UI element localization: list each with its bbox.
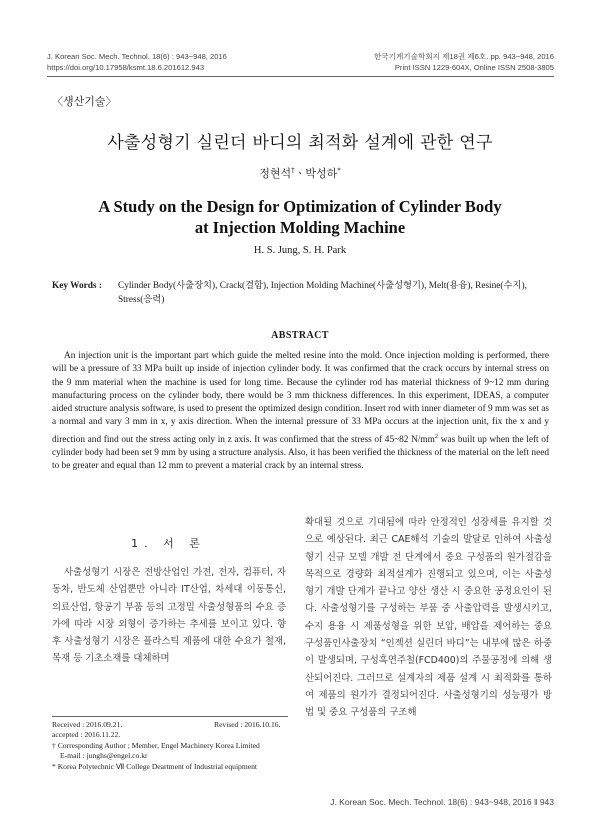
journal-header-left xyxy=(47,52,227,73)
header-divider xyxy=(47,76,554,77)
corresponding-mark: † xyxy=(291,166,295,175)
journal-citation-en: J. Korean Soc. Mech. Technol. 18(6) : 943~948, 2016 xyxy=(47,52,227,61)
title-en-line-2: at Injection Molding Machine xyxy=(194,218,406,237)
footnote-divider xyxy=(52,716,288,717)
abstract-heading: ABSTRACT xyxy=(271,330,329,341)
paper-title-english xyxy=(60,196,540,238)
abstract-body xyxy=(52,350,549,474)
author-2-name: 박성하 xyxy=(305,167,338,180)
title-en-line-1: A Study on the Design for Optimization of Cylinder Body xyxy=(98,197,502,216)
section-1-title: 1. 서 론 xyxy=(131,537,206,550)
keywords-label: Key Words : xyxy=(52,281,102,291)
paper-title-korean: 사출성형기 실린더 바디의 최적화 설계에 관한 연구 xyxy=(107,133,493,153)
received-date: Received : 2016.09.21. xyxy=(52,720,123,729)
affiliation-note: * Korea Polytechnic Ⅶ College Deartment of Industrial equipment xyxy=(52,762,258,771)
authors-english: H. S. Jung, S. H. Park xyxy=(253,245,347,256)
authors-korean xyxy=(0,165,600,181)
section-tag: 〈생산기술〉 xyxy=(52,95,117,108)
issn-info: Print ISSN 1229-604X, Online ISSN 2508-3805 xyxy=(394,62,554,72)
doi-link[interactable]: https://doi.org/10.17958/ksmt.18.6.201612.943 xyxy=(47,62,205,72)
author-1-name: 정현석 xyxy=(259,167,292,180)
corresponding-email[interactable]: E-mail : junghs@engel.co.kr xyxy=(60,751,148,760)
page-footer: J. Korean Soc. Mech. Technol. 18(6) : 943~948, 2016 ǁ 943 xyxy=(330,797,554,807)
intro-right-column: 확대될 것으로 기대됨에 따라 안정적인 성장세를 유지할 것으로 예상된다. 최근 CAE해석 기술의 발달로 인하여 사출성형기 신규 모델 개발 전 단계에서 중요 구성품의 원가절감을 목적으로 경량화 최적설계가 진행되고 있으며, 이는 사출성형기 개발 단계가 끝나고 양산 생산 시 중요한 공정요인이 된다. 사출성형기를 구성하는 부품 중 사출압력을 발생시키고, 수지 용융 시 제품성형을 위한 보압, 배압을 제어하는 중요 구성품인사출장치 “인젝션 실린더 바디”는 내부에 많은 하중이 발생되며, 구성흑연주철(FCD400)의 주물공정에 의해 생산되어진다. 그러므로 설계자의 제품 설계 시 최적화를 통하여 제품의 원가가 결정되어진다. 사출성형기의 성능평가 방법 및 중요 구성품의 구조해 xyxy=(305,517,552,719)
abstract-text-part-1: An injection unit is the important part which guide the melted resine into the mold. Once injection molding is performed, there will be a pressure of 33 MPa built up inside of injection cylinder body. It was confirmed that the crack occurs by internal stress on the 9 mm material when the machine is used for long time. Because the cylinder rod has material thickness of 9~12 mm during manufacturing process on the cylinder body, there would be 3 mm thickness differences. In this experiment, IDEAS, a computer aided structure analysis software, is used to present the optimized design condition. Insert rod with inner diameter of 9 mm was set as a normal and vary 3 mm in x, y axis direction. When the internal pressure of 33 MPa occurs at the injection unit, fix the x and y direction and find out the stress acting only in z axis. It was confirmed that the stress of 45~82 N/mm xyxy=(52,351,549,445)
abstract-text-part-2: was built up when the left of cylinder body had been set 9 mm by using a structure analysis. Also, it has been verified the thickness of the material on the left need to be greater and equal than 12 mm to prevent a material crack by an internal stress. xyxy=(52,434,550,472)
superscript-2: 2 xyxy=(434,432,439,440)
revised-date: Revised : 2016.10.16. xyxy=(214,720,281,729)
journal-header-right xyxy=(374,52,554,73)
accepted-date: accepted : 2016.11.22. xyxy=(52,730,121,739)
keywords-text: Cylinder Body(사출장치), Crack(결함), Injection Molding Machine(사출성형기), Melt(용융), Resine(수지), Stress(응력) xyxy=(118,281,527,305)
author-separator: ㆍ xyxy=(294,167,306,180)
journal-citation-ko: 한국기계기술학회지 제18권 제6호. pp. 943~948, 2016 xyxy=(373,52,554,61)
affiliation-mark: * xyxy=(337,166,341,175)
corresponding-author-note: † Corresponding Author ; Member, Engel Machinery Korea Limited xyxy=(52,741,260,750)
intro-left-column: 사출성형기 시장은 전방산업인 가전, 전자, 컴퓨터, 자동차, 반도체 산업뿐만 아니라 IT산업, 차세대 이동통신, 의료산업, 항공기 부품 등의 고정밀 사출성형품의 수요 증가에 따라 시장 외형이 증가하는 추세를 보이고 있다. 향후 사출성형기 시장은 플라스틱 제품에 대한 수요가 철재, 목재 등 기초소재를 대체하며 xyxy=(52,567,286,665)
